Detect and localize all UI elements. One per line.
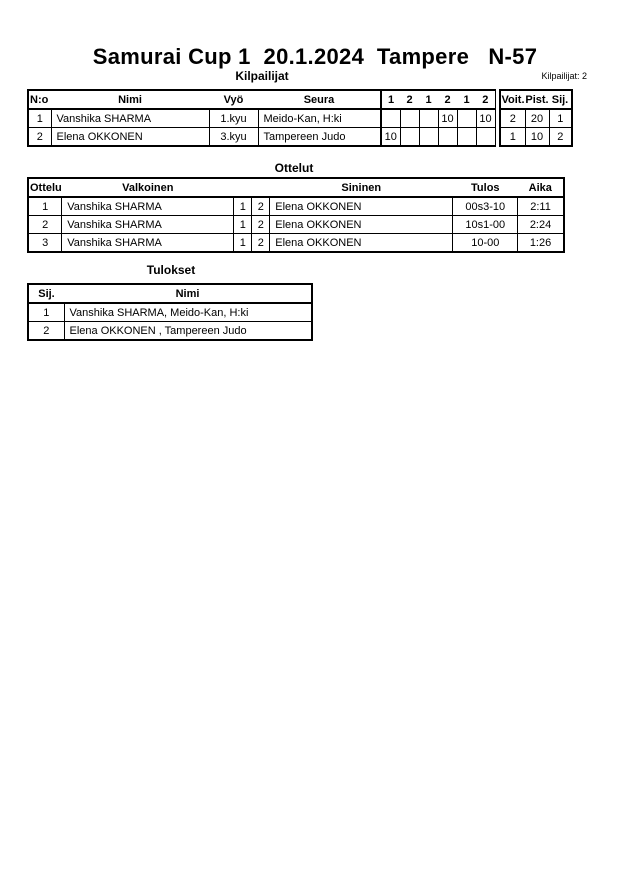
result-cell: 10-00 [453,234,518,253]
matches-header-row [28,178,564,197]
blue-number-cell: 2 [252,234,270,253]
score-cell: 10 [476,109,495,128]
col-header-place: Sij. [28,284,64,303]
place-cell: 1 [549,109,572,128]
col-header-name: Nimi [51,90,209,109]
result-name-cell: Vanshika SHARMA, Meido-Kan, H:ki [64,303,312,322]
col-header-name: Nimi [64,284,312,303]
wins-cell: 1 [500,128,525,147]
col-header-score-6: 2 [476,90,495,109]
summary-header-row [500,90,572,109]
time-cell: 2:24 [518,216,564,234]
col-header-score-1: 1 [381,90,400,109]
points-cell: 10 [525,128,549,147]
summary-row [500,128,572,147]
white-player-cell: Vanshika SHARMA [62,197,234,216]
col-header-score-4: 2 [438,90,457,109]
match-row [28,234,564,253]
time-cell: 2:11 [518,197,564,216]
col-header-club: Seura [258,90,381,109]
competitor-club-cell: Tampereen Judo [258,128,381,147]
competitor-belt-cell: 1.kyu [209,109,258,128]
col-header-score-3: 1 [419,90,438,109]
match-row [28,197,564,216]
competitors-header-row [28,90,495,109]
score-cell [400,128,419,147]
blue-number-cell: 2 [252,197,270,216]
page-title: Samurai Cup 1 20.1.2024 Tampere N-57 [92,44,538,69]
wins-cell: 2 [500,109,525,128]
competitor-row [28,128,495,147]
section-heading-results: Tulokset [146,263,196,277]
col-header-result: Tulos [453,178,518,197]
competitor-no-cell: 1 [28,109,51,128]
section-heading-competitors: Kilpailijat [235,69,289,83]
section-heading-matches: Ottelut [274,161,314,175]
blue-player-cell: Elena OKKONEN [270,234,453,253]
col-header-place: Sij. [549,90,572,109]
score-cell [457,109,476,128]
col-header-spacer [252,178,270,197]
blue-player-cell: Elena OKKONEN [270,197,453,216]
match-no-cell: 3 [28,234,62,253]
white-number-cell: 1 [234,216,252,234]
competitor-belt-cell: 3.kyu [209,128,258,147]
col-header-time: Aika [518,178,564,197]
results-header-row [28,284,312,303]
competitors-table [27,89,496,147]
score-cell: 10 [381,128,400,147]
time-cell: 1:26 [518,234,564,253]
result-place-cell: 2 [28,322,64,341]
results-table [27,283,313,341]
result-cell: 00s3-10 [453,197,518,216]
score-cell [438,128,457,147]
matches-table [27,177,565,253]
summary-row [500,109,572,128]
col-header-white: Valkoinen [62,178,234,197]
result-name-cell: Elena OKKONEN , Tampereen Judo [64,322,312,341]
result-place-cell: 1 [28,303,64,322]
place-cell: 2 [549,128,572,147]
blue-number-cell: 2 [252,216,270,234]
score-cell [457,128,476,147]
competitor-no-cell: 2 [28,128,51,147]
col-header-wins: Voit. [500,90,525,109]
competitor-club-cell: Meido-Kan, H:ki [258,109,381,128]
col-header-points: Pist. [525,90,549,109]
competitors-summary-table [499,89,573,147]
match-row [28,216,564,234]
match-no-cell: 2 [28,216,62,234]
participants-count: Kilpailijat: 2 [541,71,587,81]
blue-player-cell: Elena OKKONEN [270,216,453,234]
col-header-no: N:o [28,90,51,109]
score-cell [419,128,438,147]
score-cell [400,109,419,128]
col-header-score-5: 1 [457,90,476,109]
col-header-belt: Vyö [209,90,258,109]
competitor-row [28,109,495,128]
col-header-match: Ottelu [28,178,62,197]
col-header-spacer [234,178,252,197]
points-cell: 20 [525,109,549,128]
competitor-name-cell: Vanshika SHARMA [51,109,209,128]
white-number-cell: 1 [234,197,252,216]
score-cell [419,109,438,128]
col-header-score-2: 2 [400,90,419,109]
result-row [28,322,312,341]
col-header-blue: Sininen [270,178,453,197]
score-cell: 10 [438,109,457,128]
result-row [28,303,312,322]
score-cell [476,128,495,147]
match-no-cell: 1 [28,197,62,216]
white-number-cell: 1 [234,234,252,253]
result-cell: 10s1-00 [453,216,518,234]
competitor-name-cell: Elena OKKONEN [51,128,209,147]
white-player-cell: Vanshika SHARMA [62,216,234,234]
score-cell [381,109,400,128]
white-player-cell: Vanshika SHARMA [62,234,234,253]
